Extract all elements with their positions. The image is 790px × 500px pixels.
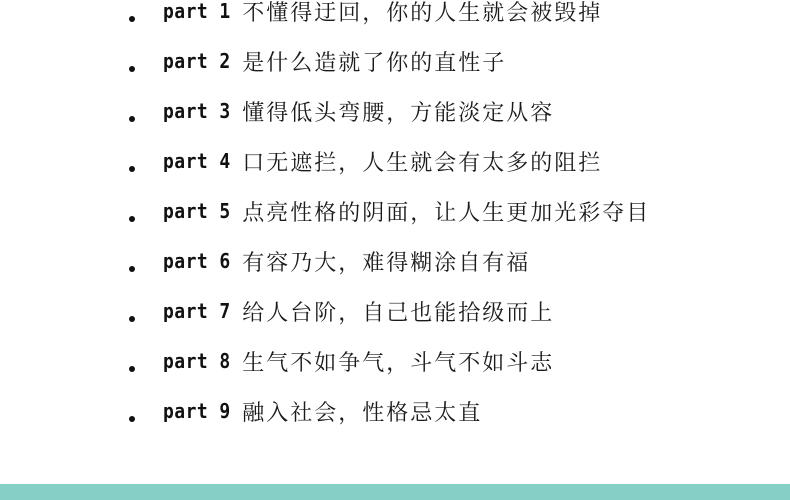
list-item (0, 0, 790, 36)
list-item (0, 136, 790, 186)
part-title: 融入社会，性格忌太直 (242, 400, 483, 426)
bullet-icon (129, 266, 135, 272)
list-item (0, 86, 790, 136)
bullet-icon (129, 66, 135, 72)
part-label: part 3 (163, 99, 231, 123)
list-item (0, 186, 790, 236)
bullet-icon (129, 416, 135, 422)
part-title: 不懂得迂回，你的人生就会被毁掉 (242, 0, 603, 26)
part-label: part 4 (163, 149, 231, 173)
part-title: 生气不如争气，斗气不如斗志 (242, 350, 555, 376)
part-title: 给人台阶，自己也能拾级而上 (242, 300, 555, 326)
bullet-icon (129, 216, 135, 222)
list-item (0, 336, 790, 386)
part-title: 有容乃大，难得糊涂自有福 (242, 250, 531, 276)
part-label: part 9 (163, 399, 231, 423)
part-title: 懂得低头弯腰，方能淡定从容 (242, 100, 555, 126)
part-label: part 2 (163, 49, 231, 73)
list-item (0, 386, 790, 436)
bullet-icon (129, 366, 135, 372)
part-title: 口无遮拦，人生就会有太多的阻拦 (242, 150, 603, 176)
part-label: part 1 (163, 0, 231, 23)
part-label: part 6 (163, 249, 231, 273)
bullet-icon (129, 116, 135, 122)
list-item (0, 36, 790, 86)
part-label: part 7 (163, 299, 231, 323)
part-label: part 8 (163, 349, 231, 373)
list-item (0, 286, 790, 336)
bullet-icon (129, 16, 135, 22)
footer-bar (0, 484, 790, 500)
bullet-icon (129, 166, 135, 172)
bullet-icon (129, 316, 135, 322)
list-item (0, 236, 790, 286)
part-label: part 5 (163, 199, 231, 223)
part-title: 是什么造就了你的直性子 (242, 50, 507, 76)
part-title: 点亮性格的阴面，让人生更加光彩夺目 (242, 200, 651, 226)
